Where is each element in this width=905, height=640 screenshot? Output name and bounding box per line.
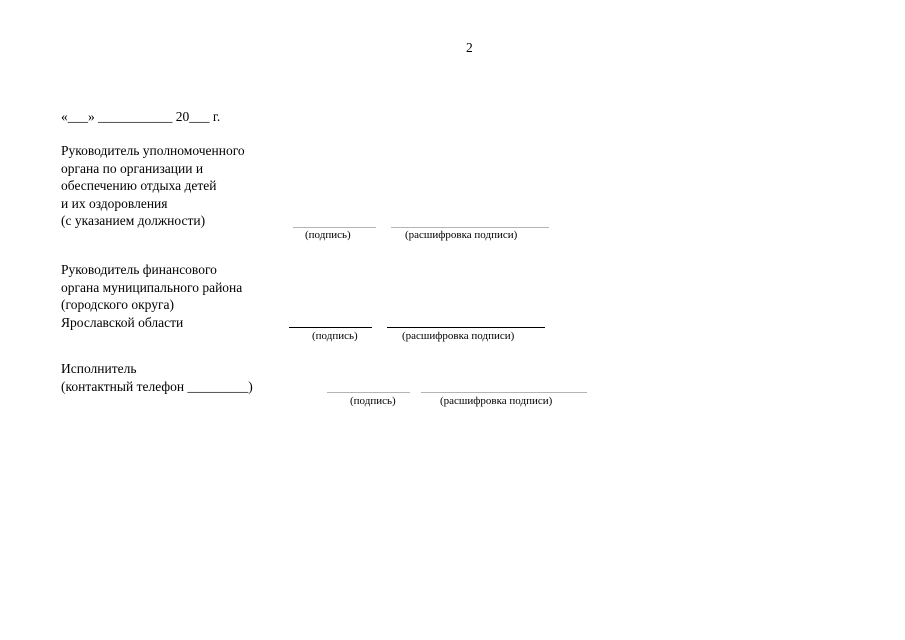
signatory-title-line: Руководитель финансового — [61, 262, 217, 277]
signatory-title-line: органа по организации и — [61, 160, 204, 176]
date-line: «___» ___________ 20___ г. — [61, 109, 221, 124]
signatory-block-executor — [61, 360, 253, 395]
signatory-block-authorized-body — [61, 142, 245, 230]
signature-line — [293, 227, 376, 228]
signatory-title-line: Ярославской области — [61, 314, 184, 330]
signatory-title-line: и их оздоровления — [61, 195, 168, 211]
signature-line — [289, 327, 372, 328]
name-caption: (расшифровка подписи) — [440, 395, 553, 407]
signature-caption: (подпись) — [350, 395, 396, 407]
signatory-title-line: (с указанием должности) — [61, 213, 206, 228]
name-line — [421, 392, 587, 393]
signatory-title-line: обеспечению отдыха детей — [61, 178, 217, 193]
name-caption: (расшифровка подписи) — [405, 229, 518, 241]
signature-caption: (подпись) — [312, 330, 358, 342]
name-line — [391, 227, 549, 228]
page-number: 2 — [466, 40, 473, 55]
name-caption: (расшифровка подписи) — [402, 330, 515, 342]
signature-caption: (подпись) — [305, 229, 351, 241]
signatory-title-line: (контактный телефон _________) — [61, 378, 253, 394]
name-line — [387, 327, 545, 328]
signatory-title-line: органа муниципального района — [61, 279, 243, 295]
signatory-title-line: (городского округа) — [61, 297, 175, 312]
signatory-block-financial-body — [61, 261, 242, 331]
signatory-title-line: Руководитель уполномоченного — [61, 143, 245, 158]
signature-line — [327, 392, 410, 393]
signatory-title-line: Исполнитель — [61, 361, 137, 376]
